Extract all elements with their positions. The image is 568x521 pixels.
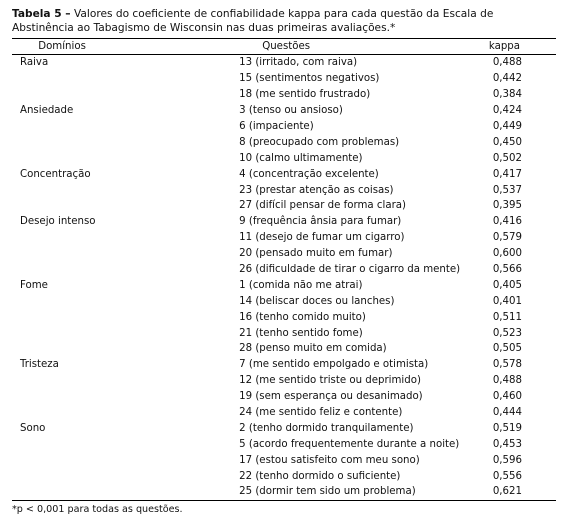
question-cell: 19 (sem esperança ou desanimado) [239,391,423,403]
kappa-cell: 0,405 [492,279,522,291]
kappa-cell: 0,523 [492,327,522,339]
kappa-table [12,38,556,501]
kappa-cell: 0,505 [492,343,522,355]
table-row [12,198,556,214]
table-row [12,373,556,389]
domain-cell [12,71,112,87]
question-cell: 14 (beliscar doces ou lanches) [239,295,395,307]
table-row [12,214,556,230]
question-cell: 5 (acordo frequentemente durante a noite) [239,438,460,450]
table-row [12,246,556,262]
domain-cell [12,484,112,500]
table-body [12,55,556,501]
table-row [12,230,556,246]
kappa-cell: 0,566 [492,264,522,276]
kappa-cell: 0,417 [492,168,522,180]
question-cell: 15 (sentimentos negativos) [239,73,380,85]
question-cell: 6 (impaciente) [239,121,314,132]
question-cell: 8 (preocupado com problemas) [239,136,400,148]
domain-cell [12,325,112,341]
kappa-cell: 0,442 [492,73,522,85]
kappa-cell: 0,384 [492,89,522,101]
table-row [12,293,556,309]
kappa-cell: 0,537 [492,184,522,196]
kappa-cell: 0,444 [492,407,522,419]
table-row [12,420,556,436]
kappa-cell: 0,596 [492,454,522,466]
kappa-cell: 0,600 [492,248,522,260]
table-row [12,103,556,119]
domain-cell: Sono [20,422,46,434]
kappa-cell: 0,401 [492,295,522,307]
table-row [12,277,556,293]
domain-cell [12,373,112,389]
domain-cell [12,134,112,150]
domain-cell [12,405,112,421]
question-cell: 28 (penso muito em comida) [239,343,387,355]
table-row [12,309,556,325]
table-caption [12,7,557,35]
table-number: Tabela 5 – [12,8,71,20]
question-cell: 10 (calmo ultimamente) [239,152,363,164]
domain-cell [12,452,112,468]
kappa-cell: 0,395 [492,200,522,212]
question-cell: 11 (desejo de fumar um cigarro) [239,232,405,244]
header-domains: Domínios [12,39,112,55]
table-row [12,436,556,452]
table-row [12,182,556,198]
question-cell: 1 (comida não me atrai) [239,279,363,291]
question-cell: 22 (tenho dormido o suficiente) [239,470,401,482]
question-cell: 20 (pensado muito em fumar) [239,248,393,260]
kappa-cell: 0,621 [492,486,522,498]
table-row [12,55,556,71]
kappa-cell: 0,453 [492,438,522,450]
table-row [12,325,556,341]
domain-cell: Desejo intenso [20,216,96,228]
table-row [12,150,556,166]
question-cell: 2 (tenho dormido tranquilamente) [239,422,414,434]
table-row [12,134,556,150]
table-row [12,71,556,87]
table-row [12,468,556,484]
question-cell: 27 (difícil pensar de forma clara) [239,200,406,212]
table-title: Valores do coeficiente de confiabilidade kappa para cada questão da Escala de Abstinência ao Tabagismo de Wisconsin nas duas primeiras avaliações.* [12,8,494,34]
domain-cell: Raiva [20,57,49,69]
domain-cell [12,262,112,278]
domain-cell [12,230,112,246]
table-row [12,166,556,182]
question-cell: 21 (tenho sentido fome) [239,327,363,339]
domain-cell [12,293,112,309]
question-cell: 9 (frequência ânsia para fumar) [239,216,402,228]
domain-cell [12,309,112,325]
domain-cell [12,436,112,452]
table-row [12,87,556,103]
table-row [12,119,556,135]
kappa-cell: 0,424 [492,105,522,117]
kappa-cell: 0,449 [492,121,522,132]
kappa-cell: 0,579 [492,232,522,244]
question-cell: 7 (me sentido empolgado e otimista) [239,359,429,371]
kappa-cell: 0,502 [492,152,522,164]
question-cell: 26 (dificuldade de tirar o cigarro da mente) [239,264,461,276]
header-row [12,39,556,55]
kappa-cell: 0,578 [492,359,522,371]
kappa-cell: 0,460 [492,391,522,403]
domain-cell: Ansiedade [20,105,74,117]
kappa-cell: 0,511 [492,311,522,323]
question-cell: 18 (me sentido frustrado) [239,89,371,101]
domain-cell [12,468,112,484]
header-kappa: kappa [460,39,556,55]
question-cell: 4 (concentração excelente) [239,168,379,180]
table-row [12,405,556,421]
table-row [12,484,556,500]
question-cell: 25 (dormir tem sido um problema) [239,486,416,498]
table-row [12,262,556,278]
domain-cell [12,119,112,135]
domain-cell [12,389,112,405]
domain-cell [12,150,112,166]
kappa-cell: 0,488 [492,375,522,387]
question-cell: 3 (tenso ou ansioso) [239,105,343,117]
question-cell: 24 (me sentido feliz e contente) [239,407,403,419]
domain-cell [12,341,112,357]
header-questions: Questões [112,39,460,55]
domain-cell [12,246,112,262]
table-row [12,357,556,373]
kappa-cell: 0,519 [492,422,522,434]
domain-cell: Tristeza [20,359,59,371]
footnote: *p < 0,001 para todas as questões. [12,504,183,515]
kappa-cell: 0,488 [492,57,522,69]
domain-cell: Fome [20,279,48,291]
domain-cell [12,182,112,198]
domain-cell [12,198,112,214]
question-cell: 16 (tenho comido muito) [239,311,366,323]
table-row [12,389,556,405]
question-cell: 23 (prestar atenção as coisas) [239,184,394,196]
kappa-cell: 0,450 [492,136,522,148]
question-cell: 12 (me sentido triste ou deprimido) [239,375,421,387]
table-row [12,341,556,357]
kappa-cell: 0,416 [492,216,522,228]
question-cell: 13 (irritado, com raiva) [239,57,358,69]
question-cell: 17 (estou satisfeito com meu sono) [239,454,420,466]
domain-cell: Concentração [20,168,91,180]
table-row [12,452,556,468]
table-header [12,39,556,55]
domain-cell [12,87,112,103]
kappa-cell: 0,556 [492,470,522,482]
